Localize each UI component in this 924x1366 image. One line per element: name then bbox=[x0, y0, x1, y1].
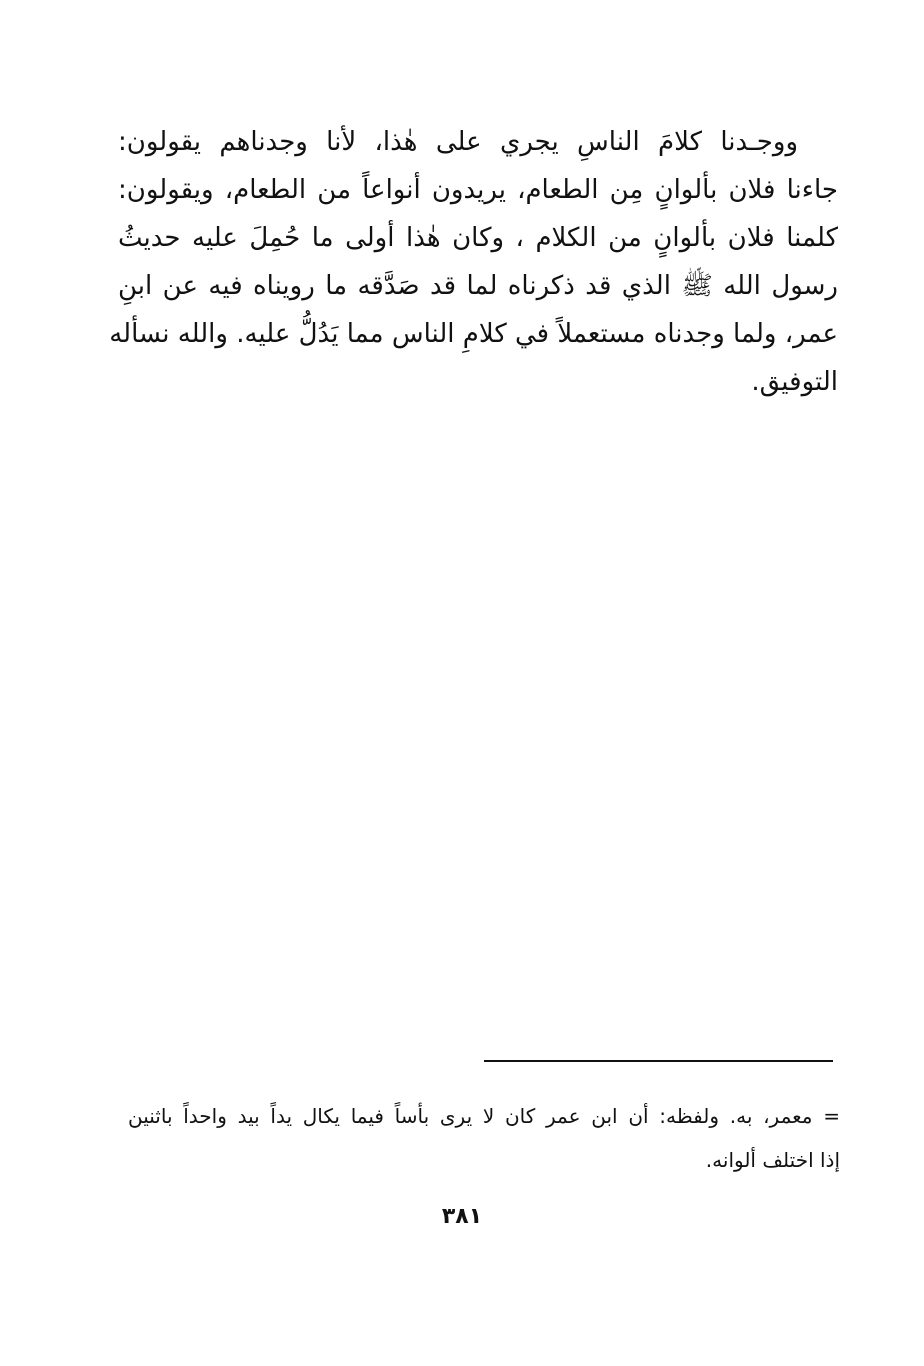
body-line: ووجـدنا كلامَ الناسِ يجري على هٰذا، لأنا وجدناهم يقولون: bbox=[118, 127, 798, 157]
main-paragraph bbox=[109, 118, 838, 406]
footnote-separator bbox=[484, 1060, 833, 1062]
body-line: كلمنا فلان بألوانٍ من الكلام ، وكان هٰذا أولى ما حُمِلَ عليه حديثُ bbox=[118, 223, 838, 253]
body-line: التوفيق. bbox=[751, 367, 838, 397]
body-line: جاءنا فلان بألوانٍ مِن الطعام، يريدون أنواعاً من الطعام، ويقولون: bbox=[118, 175, 838, 205]
footnote-line: إذا اختلف ألوانه. bbox=[705, 1148, 840, 1172]
footnote-line: = معمر، به. ولفظه: أن ابن عمر كان لا يرى بأساً فيما يكال يداً بيد واحداً باثنين bbox=[128, 1104, 840, 1128]
page-number: ٣٨١ bbox=[441, 1204, 483, 1229]
body-line: رسول الله ﷺ الذي قد ذكرناه لما قد صَدَّقه ما رويناه فيه عن ابنِ bbox=[118, 271, 838, 301]
body-line: عمر، ولما وجدناه مستعملاً في كلامِ الناس مما يَدُلُّ عليه. والله نسأله bbox=[109, 319, 838, 349]
footnote bbox=[128, 1094, 840, 1182]
